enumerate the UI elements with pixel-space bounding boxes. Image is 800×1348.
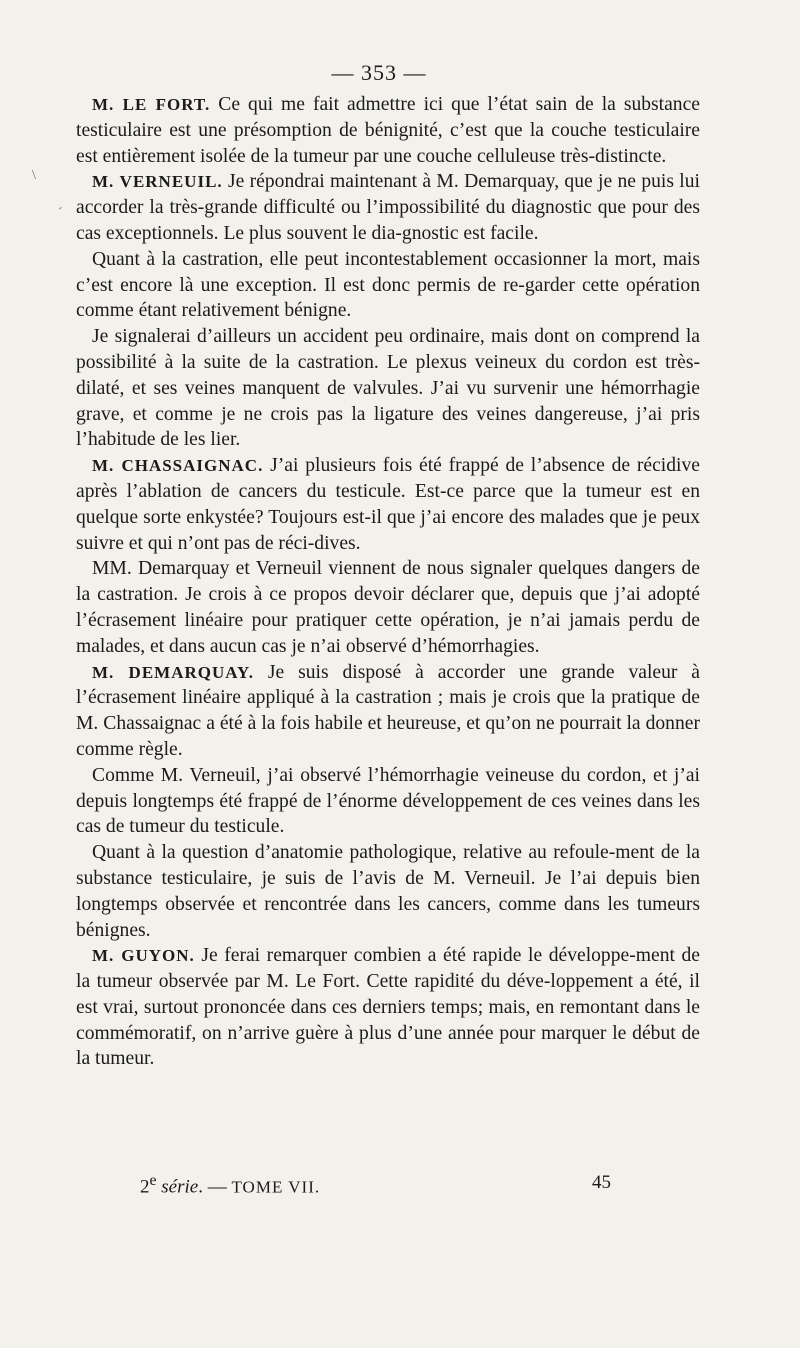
paragraph-text: MM. Demarquay et Verneuil viennent de nous signaler quelques dangers de la castration. Je crois à ce propos devoir déclarer que, depuis que j’ai adopté l’écrasement linéaire pour pratiquer cette opération, je n’ai jamais perdu de malades, et dans aucun cas je n’ai observé d’hémorrhagies.	[76, 558, 700, 657]
margin-speck-icon: \	[32, 168, 36, 183]
paragraph-text: Je suis disposé à accorder une grande valeur à l’écrasement linéaire appliqué à la castration ; mais je crois que la pratique de M. Chassaignac a été à la fois habile et heureuse, et qu’on ne pourrait la donner comme règle.	[76, 661, 700, 760]
speaker-name: M. CHASSAIGNAC.	[92, 456, 264, 476]
paragraph-4	[76, 324, 700, 453]
speaker-name: M. DEMARQUAY.	[92, 662, 254, 682]
paragraph-text: Comme M. Verneuil, j’ai observé l’hémorrhagie veineuse du cordon, et j’ai depuis longtemps été frappé de l’énorme développement de ces veines dans les cas de tumeur du testicule.	[76, 764, 700, 838]
series-word: série	[161, 1176, 199, 1198]
margin-speck-icon: ˊ	[58, 206, 63, 221]
paragraph-text: Je répondrai maintenant à M. Demarquay, que je ne puis lui accorder la très-grande difficulté ou l’impossibilité du diagnostic que pour des cas exceptionnels. Le plus souvent le dia-gnostic est facile.	[76, 171, 700, 244]
paragraph-text: Je signalerai d’ailleurs un accident peu ordinaire, mais dont on comprend la possibilité à la suite de la castration. Le plexus veineux du cordon est très-dilaté, et ses veines manquent de valvules. J’ai vu survenir une hémorrhagie grave, et comme je ne crois pas la ligature des veines dangereuse, j’ai pris l’habitude de les lier.	[76, 326, 700, 451]
page-number: — 353 —	[331, 60, 427, 85]
footer-separator: . —	[198, 1176, 227, 1198]
paragraph-6	[76, 556, 700, 659]
series-number: 2	[140, 1176, 150, 1198]
paragraph-8	[76, 763, 700, 840]
paragraph-7	[76, 660, 700, 763]
paragraph-text: Quant à la castration, elle peut incontestablement occasionner la mort, mais c’est encore là une exception. Il est donc permis de re-garder cette opération comme étant relativement bénigne.	[76, 248, 700, 322]
signature-mark	[140, 1172, 320, 1198]
paragraph-text: Ce qui me fait admettre ici que l’état sain de la substance testiculaire est une présomption de bénignité, c’est que la couche testiculaire est entièrement isolée de la tumeur par une couche celluleuse très-distincte.	[76, 94, 700, 167]
paragraph-9	[76, 840, 700, 943]
series-superscript: e	[149, 1172, 157, 1189]
paragraph-10	[76, 943, 700, 1072]
tome-label: TOME VII.	[231, 1177, 321, 1197]
paragraph-text: J’ai plusieurs fois été frappé de l’absence de récidive après l’ablation de cancers du testicule. Est-ce parce que la tumeur est en quelque sorte enkystée? Toujours est-il que j’ai encore des malades que je peux suivre et qui n’ont pas de réci-dives.	[76, 455, 700, 554]
paragraph-3	[76, 247, 700, 324]
body-text	[76, 92, 700, 1072]
sheet-number: 45	[592, 1172, 611, 1193]
paragraph-2	[76, 169, 700, 246]
speaker-name: M. VERNEUIL.	[92, 172, 223, 192]
paragraph-5	[76, 453, 700, 556]
paragraph-text: Je ferai remarquer combien a été rapide le développe-ment de la tumeur observée par M. Le Fort. Cette rapidité du déve-loppement a été, il est vrai, surtout prononcée dans ces derniers temps; mais, en remontant dans le commémoratif, on n’arrive guère à plus d’une année pour marquer le début de la tumeur.	[76, 945, 700, 1070]
speaker-name: M. GUYON.	[92, 946, 195, 966]
speaker-name: M. LE FORT.	[92, 95, 211, 114]
paragraph-text: Quant à la question d’anatomie pathologique, relative au refoule-ment de la substance testiculaire, je suis de l’avis de M. Verneuil. Je l’ai depuis bien longtemps observée et rencontrée dans les cancers, comme dans les tumeurs bénignes.	[76, 842, 700, 941]
paragraph-1	[76, 92, 700, 169]
